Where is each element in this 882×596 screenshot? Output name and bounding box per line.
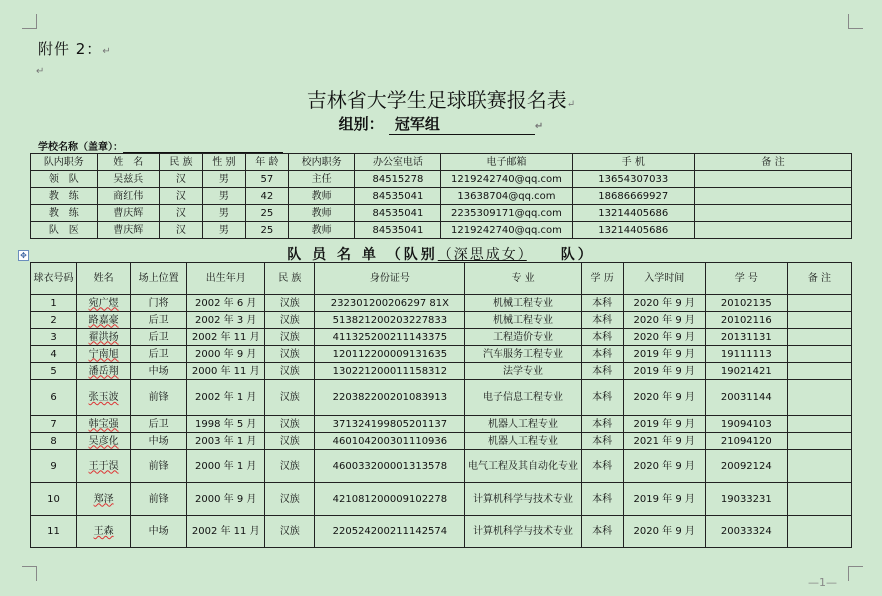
staff-cell[interactable]: 商红伟	[97, 188, 159, 205]
player-cell[interactable]: 10	[31, 483, 77, 516]
player-cell[interactable]: 郑泽	[77, 483, 131, 516]
player-row	[31, 329, 852, 346]
player-cell[interactable]: 120112200009131635	[315, 346, 465, 363]
player-cell[interactable]: 8	[31, 433, 77, 450]
staff-header-cell[interactable]: 备 注	[695, 154, 852, 171]
roster-heading-suffix: 队）	[526, 247, 595, 263]
player-header-cell[interactable]: 专 业	[465, 263, 581, 295]
staff-cell[interactable]: 25	[245, 205, 288, 222]
player-cell[interactable]: 2020 年 9 月	[623, 295, 705, 312]
player-cell[interactable]: 2	[31, 312, 77, 329]
staff-header-cell[interactable]: 手 机	[572, 154, 695, 171]
player-cell[interactable]: 吴彦化	[77, 433, 131, 450]
player-table[interactable]	[30, 262, 852, 548]
paragraph-mark: ↵	[102, 46, 112, 57]
player-cell[interactable]: 2020 年 9 月	[623, 516, 705, 548]
player-cell[interactable]: 371324199805201137	[315, 416, 465, 433]
staff-header-row	[31, 154, 852, 171]
staff-cell[interactable]: 男	[202, 188, 245, 205]
staff-table[interactable]	[30, 153, 852, 239]
player-row	[31, 346, 852, 363]
player-cell[interactable]: 计算机科学与技术专业	[465, 483, 581, 516]
player-cell[interactable]: 汉族	[265, 483, 315, 516]
player-cell[interactable]: 韩宝强	[77, 416, 131, 433]
player-cell[interactable]: 本科	[581, 295, 623, 312]
attachment-label[interactable]	[38, 38, 112, 59]
player-cell[interactable]: 2000 年 9 月	[187, 346, 265, 363]
player-cell[interactable]: 2019 年 9 月	[623, 363, 705, 380]
player-cell[interactable]: 20102116	[705, 312, 787, 329]
player-cell[interactable]: 20102135	[705, 295, 787, 312]
roster-heading[interactable]	[30, 244, 852, 264]
roster-heading-prefix: 队 员 名 单 （队别	[287, 247, 438, 263]
staff-header-cell[interactable]: 队内职务	[31, 154, 98, 171]
player-cell[interactable]: 220382200201083913	[315, 380, 465, 416]
staff-cell[interactable]: 2235309171@qq.com	[441, 205, 572, 222]
page-corner-mark	[22, 566, 37, 581]
player-cell[interactable]: 本科	[581, 483, 623, 516]
staff-header-cell[interactable]: 民 族	[159, 154, 202, 171]
staff-cell[interactable]: 男	[202, 171, 245, 188]
player-cell[interactable]: 本科	[581, 433, 623, 450]
player-cell[interactable]: 电子信息工程专业	[465, 380, 581, 416]
player-row	[31, 380, 852, 416]
player-cell[interactable]: 19094103	[705, 416, 787, 433]
page-corner-mark	[848, 566, 863, 581]
player-cell[interactable]: 2020 年 9 月	[623, 450, 705, 483]
player-cell[interactable]: 2002 年 3 月	[187, 312, 265, 329]
roster-team-name: （深思成女）	[437, 247, 527, 263]
staff-header-cell[interactable]: 性 别	[202, 154, 245, 171]
staff-header-cell[interactable]: 电子邮箱	[441, 154, 572, 171]
player-row	[31, 516, 852, 548]
paragraph-mark: ↵	[534, 121, 544, 132]
player-cell[interactable]: 法学专业	[465, 363, 581, 380]
player-row	[31, 416, 852, 433]
player-cell[interactable]: 19033231	[705, 483, 787, 516]
player-cell[interactable]: 2002 年 11 月	[187, 516, 265, 548]
staff-cell[interactable]: 教 练	[31, 205, 98, 222]
staff-cell[interactable]	[695, 188, 852, 205]
player-row	[31, 433, 852, 450]
player-cell[interactable]: 汉族	[265, 516, 315, 548]
player-cell[interactable]: 2002 年 1 月	[187, 380, 265, 416]
paragraph-mark: ↵	[566, 99, 576, 110]
player-cell[interactable]: 中场	[131, 433, 187, 450]
player-cell[interactable]: 20131131	[705, 329, 787, 346]
staff-cell[interactable]: 84515278	[355, 171, 441, 188]
staff-row	[31, 205, 852, 222]
table-move-handle-icon[interactable]: ✥	[18, 250, 29, 261]
player-cell[interactable]: 本科	[581, 516, 623, 548]
player-header-cell[interactable]: 身份证号	[315, 263, 465, 295]
player-cell[interactable]: 汉族	[265, 312, 315, 329]
staff-cell[interactable]: 84535041	[355, 205, 441, 222]
staff-cell[interactable]: 1219242740@qq.com	[441, 222, 572, 239]
player-cell[interactable]: 2021 年 9 月	[623, 433, 705, 450]
staff-cell[interactable]: 13638704@qq.com	[441, 188, 572, 205]
player-cell[interactable]: 本科	[581, 363, 623, 380]
player-row	[31, 363, 852, 380]
document-title[interactable]	[0, 84, 882, 113]
player-header-cell[interactable]: 出生年月	[187, 263, 265, 295]
player-cell[interactable]: 本科	[581, 380, 623, 416]
staff-cell[interactable]: 男	[202, 205, 245, 222]
player-row	[31, 450, 852, 483]
staff-row	[31, 188, 852, 205]
player-row	[31, 312, 852, 329]
player-cell[interactable]: 王于淏	[77, 450, 131, 483]
staff-cell[interactable]: 队 医	[31, 222, 98, 239]
player-cell[interactable]: 20031144	[705, 380, 787, 416]
player-cell[interactable]: 电气工程及其自动化专业	[465, 450, 581, 483]
staff-row	[31, 222, 852, 239]
player-cell[interactable]	[787, 516, 851, 548]
player-cell[interactable]: 2000 年 11 月	[187, 363, 265, 380]
staff-cell[interactable]: 25	[245, 222, 288, 239]
title-text: 吉林省大学生足球联赛报名表	[306, 88, 567, 112]
player-cell[interactable]	[787, 483, 851, 516]
player-cell[interactable]: 前锋	[131, 483, 187, 516]
player-cell[interactable]: 机器人工程专业	[465, 433, 581, 450]
player-header-cell[interactable]: 入学时间	[623, 263, 705, 295]
staff-header-cell[interactable]: 办公室电话	[355, 154, 441, 171]
player-cell[interactable]: 1	[31, 295, 77, 312]
staff-cell[interactable]: 84535041	[355, 188, 441, 205]
player-cell[interactable]: 本科	[581, 312, 623, 329]
staff-cell[interactable]: 教 练	[31, 188, 98, 205]
player-cell[interactable]: 20033324	[705, 516, 787, 548]
player-cell[interactable]: 7	[31, 416, 77, 433]
player-header-cell[interactable]: 姓名	[77, 263, 131, 295]
player-header-cell[interactable]: 学 历	[581, 263, 623, 295]
player-cell[interactable]: 11	[31, 516, 77, 548]
player-cell[interactable]: 汉族	[265, 433, 315, 450]
staff-cell[interactable]: 汉	[159, 205, 202, 222]
player-cell[interactable]: 中场	[131, 516, 187, 548]
staff-cell[interactable]: 18686669927	[572, 188, 695, 205]
player-cell[interactable]: 3	[31, 329, 77, 346]
player-cell[interactable]: 本科	[581, 346, 623, 363]
player-cell[interactable]: 本科	[581, 416, 623, 433]
staff-cell[interactable]: 13214405686	[572, 222, 695, 239]
player-cell[interactable]	[787, 295, 851, 312]
player-cell[interactable]: 513821200203227833	[315, 312, 465, 329]
player-cell[interactable]: 2020 年 9 月	[623, 380, 705, 416]
staff-cell[interactable]: 男	[202, 222, 245, 239]
player-cell[interactable]: 2000 年 9 月	[187, 483, 265, 516]
staff-cell[interactable]: 曹庆辉	[97, 222, 159, 239]
player-cell[interactable]: 本科	[581, 329, 623, 346]
player-header-cell[interactable]: 备 注	[787, 263, 851, 295]
player-cell[interactable]: 王森	[77, 516, 131, 548]
staff-header-cell[interactable]: 年 龄	[245, 154, 288, 171]
player-cell[interactable]: 本科	[581, 450, 623, 483]
staff-cell[interactable]: 教师	[288, 222, 355, 239]
player-cell[interactable]	[787, 312, 851, 329]
player-row	[31, 295, 852, 312]
player-cell[interactable]: 2020 年 9 月	[623, 329, 705, 346]
player-cell[interactable]: 门将	[131, 295, 187, 312]
group-label: 组别：	[338, 115, 384, 133]
player-cell[interactable]: 潘岳翔	[77, 363, 131, 380]
player-cell[interactable]	[787, 346, 851, 363]
group-value: 冠军组	[389, 113, 535, 135]
player-header-cell[interactable]: 球衣号码	[31, 263, 77, 295]
player-cell[interactable]: 421081200009102278	[315, 483, 465, 516]
player-cell[interactable]	[787, 433, 851, 450]
player-cell[interactable]: 460104200301110936	[315, 433, 465, 450]
player-cell[interactable]: 19111113	[705, 346, 787, 363]
attachment-text: 附件 2：	[38, 40, 103, 58]
staff-cell[interactable]	[695, 222, 852, 239]
staff-cell[interactable]: 13214405686	[572, 205, 695, 222]
player-cell[interactable]	[787, 329, 851, 346]
staff-cell[interactable]: 教师	[288, 188, 355, 205]
player-cell[interactable]: 汉族	[265, 416, 315, 433]
player-cell[interactable]: 后卫	[131, 329, 187, 346]
player-cell[interactable]: 411325200211143375	[315, 329, 465, 346]
player-header-row	[31, 263, 852, 295]
staff-cell[interactable]: 吴兹兵	[97, 171, 159, 188]
paragraph-mark: ↵	[36, 66, 45, 77]
player-cell[interactable]: 汉族	[265, 363, 315, 380]
player-cell[interactable]: 前锋	[131, 380, 187, 416]
player-cell[interactable]: 汉族	[265, 380, 315, 416]
player-cell[interactable]: 2019 年 9 月	[623, 483, 705, 516]
staff-cell[interactable]: 教师	[288, 205, 355, 222]
school-name-blank	[123, 143, 283, 153]
staff-cell[interactable]: 领 队	[31, 171, 98, 188]
player-cell[interactable]: 前锋	[131, 450, 187, 483]
player-cell[interactable]: 21094120	[705, 433, 787, 450]
player-cell[interactable]: 232301200206297 81X	[315, 295, 465, 312]
staff-cell[interactable]: 主任	[288, 171, 355, 188]
player-header-cell[interactable]: 学 号	[705, 263, 787, 295]
player-cell[interactable]: 6	[31, 380, 77, 416]
player-cell[interactable]: 翟洪扬	[77, 329, 131, 346]
staff-cell[interactable]: 汉	[159, 188, 202, 205]
player-cell[interactable]: 5	[31, 363, 77, 380]
player-cell[interactable]	[787, 380, 851, 416]
player-cell[interactable]: 2002 年 11 月	[187, 329, 265, 346]
page-corner-mark	[22, 14, 37, 29]
player-header-cell[interactable]: 民 族	[265, 263, 315, 295]
player-cell[interactable]: 460033200001313578	[315, 450, 465, 483]
staff-row	[31, 171, 852, 188]
staff-cell[interactable]	[695, 171, 852, 188]
player-cell[interactable]: 1998 年 5 月	[187, 416, 265, 433]
staff-header-cell[interactable]: 姓 名	[97, 154, 159, 171]
player-cell[interactable]: 4	[31, 346, 77, 363]
school-line[interactable]	[38, 138, 283, 153]
school-label: 学校名称（盖章）：	[38, 142, 123, 153]
player-cell[interactable]: 2020 年 9 月	[623, 312, 705, 329]
page-number: —1—	[808, 576, 837, 589]
staff-cell[interactable]: 曹庆辉	[97, 205, 159, 222]
staff-cell[interactable]: 13654307033	[572, 171, 695, 188]
player-cell[interactable]	[787, 450, 851, 483]
player-cell[interactable]: 2002 年 6 月	[187, 295, 265, 312]
staff-cell[interactable]: 汉	[159, 222, 202, 239]
player-cell[interactable]: 2019 年 9 月	[623, 416, 705, 433]
player-cell[interactable]: 9	[31, 450, 77, 483]
player-cell[interactable]	[787, 416, 851, 433]
staff-cell[interactable]	[695, 205, 852, 222]
player-row	[31, 483, 852, 516]
player-cell[interactable]: 2003 年 1 月	[187, 433, 265, 450]
player-cell[interactable]: 后卫	[131, 416, 187, 433]
staff-cell[interactable]: 84535041	[355, 222, 441, 239]
player-cell[interactable]: 宁南旭	[77, 346, 131, 363]
player-cell[interactable]: 130221200011158312	[315, 363, 465, 380]
player-cell[interactable]: 19021421	[705, 363, 787, 380]
page-corner-mark	[848, 14, 863, 29]
player-cell[interactable]: 20092124	[705, 450, 787, 483]
player-cell[interactable]: 工程造价专业	[465, 329, 581, 346]
player-cell[interactable]: 2000 年 1 月	[187, 450, 265, 483]
player-cell[interactable]: 路嘉豪	[77, 312, 131, 329]
group-line[interactable]	[0, 113, 882, 135]
staff-cell[interactable]: 42	[245, 188, 288, 205]
staff-cell[interactable]: 57	[245, 171, 288, 188]
player-header-cell[interactable]: 场上位置	[131, 263, 187, 295]
player-cell[interactable]: 汉族	[265, 329, 315, 346]
player-cell[interactable]: 机械工程专业	[465, 295, 581, 312]
player-cell[interactable]: 中场	[131, 363, 187, 380]
player-cell[interactable]: 机器人工程专业	[465, 416, 581, 433]
staff-header-cell[interactable]: 校内职务	[288, 154, 355, 171]
staff-cell[interactable]: 汉	[159, 171, 202, 188]
player-cell[interactable]: 计算机科学与技术专业	[465, 516, 581, 548]
player-cell[interactable]: 220524200211142574	[315, 516, 465, 548]
player-cell[interactable]: 机械工程专业	[465, 312, 581, 329]
player-cell[interactable]: 汉族	[265, 450, 315, 483]
player-cell[interactable]: 后卫	[131, 346, 187, 363]
player-cell[interactable]: 2019 年 9 月	[623, 346, 705, 363]
player-cell[interactable]: 汉族	[265, 346, 315, 363]
player-cell[interactable]: 后卫	[131, 312, 187, 329]
player-cell[interactable]: 张玉波	[77, 380, 131, 416]
staff-cell[interactable]: 1219242740@qq.com	[441, 171, 572, 188]
player-cell[interactable]: 汉族	[265, 295, 315, 312]
player-cell[interactable]: 汽车服务工程专业	[465, 346, 581, 363]
player-cell[interactable]	[787, 363, 851, 380]
player-cell[interactable]: 宛广煜	[77, 295, 131, 312]
